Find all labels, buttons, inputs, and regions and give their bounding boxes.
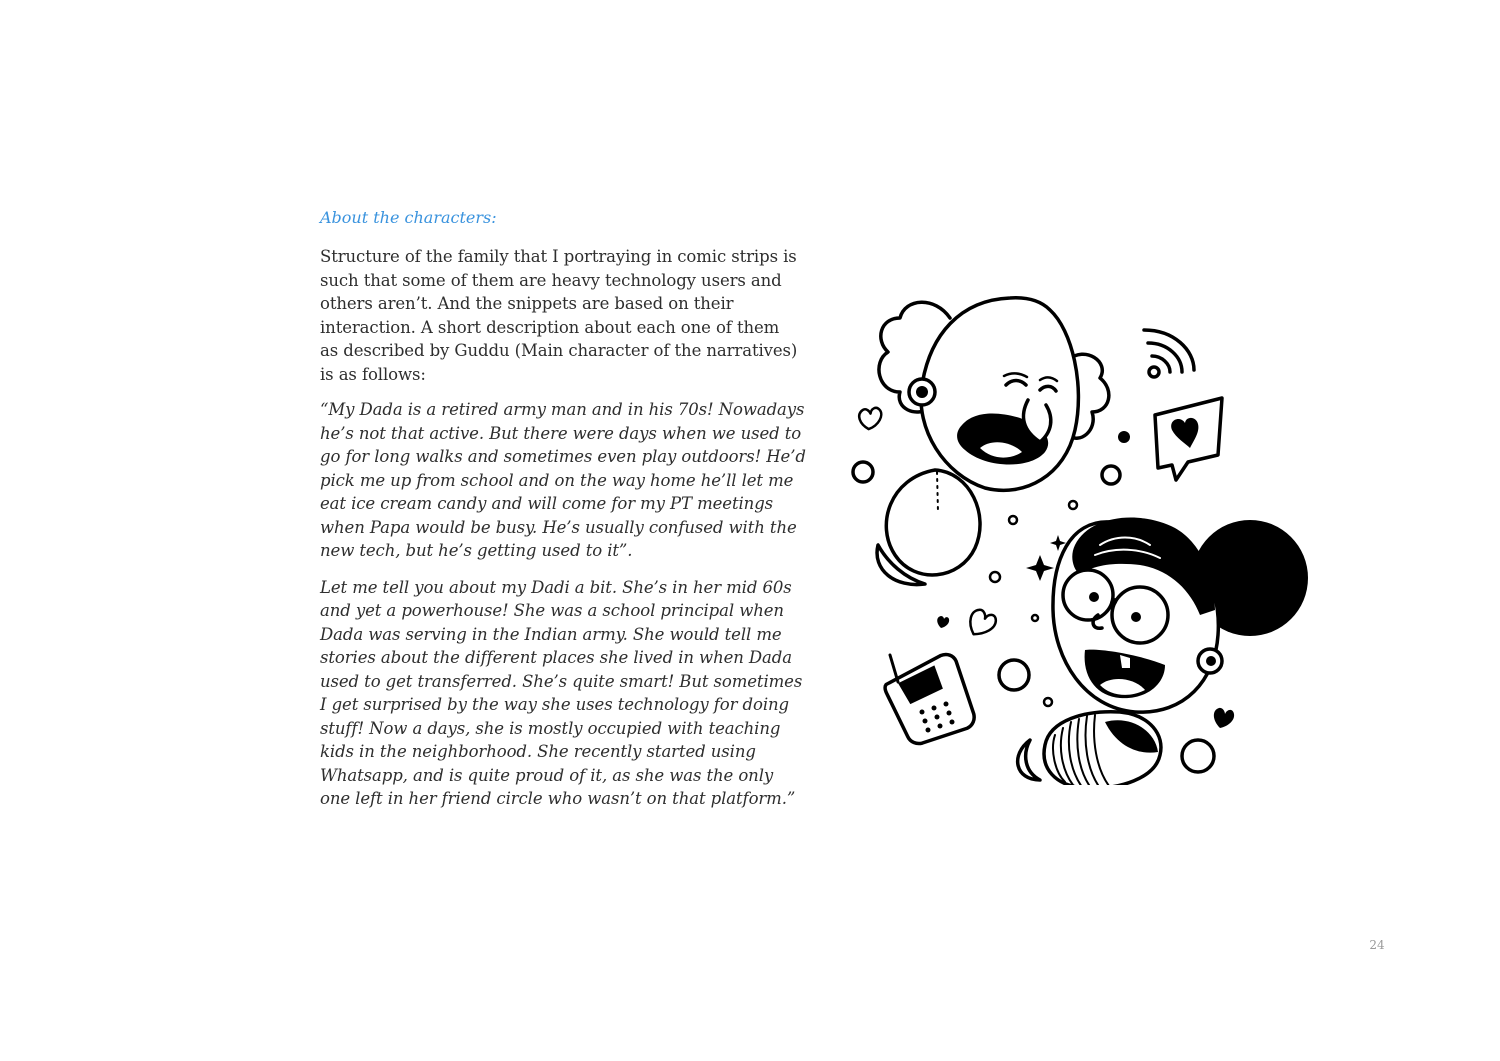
dada-line: when Papa would be busy. He’s usually confused with the <box>320 517 797 537</box>
page-number: 24 <box>1369 938 1385 952</box>
dadi-line: one left in her friend circle who wasn’t on that platform.” <box>320 789 796 808</box>
dadi-line: stories about the different places she lived in when Dada <box>320 648 792 667</box>
dada-line: pick me up from school and on the way home he’ll let me <box>320 470 794 490</box>
dada-line: new tech, but he’s getting used to it”. <box>320 541 633 560</box>
bubble-icon <box>1102 466 1120 484</box>
dadi-line: I get surprised by the way she uses technology for doing <box>320 695 790 714</box>
section-heading: About the characters: <box>320 208 497 227</box>
grandmother-figure <box>1018 518 1308 785</box>
dadi-quote-paragraph <box>320 576 812 811</box>
dadi-line: Whatsapp, and is quite proud of it, as she was the only <box>320 765 774 785</box>
dadi-line: Let me tell you about my Dadi a bit. She’s in her mid 60s <box>320 577 792 597</box>
bubble-icon <box>1118 431 1130 443</box>
heart-icon <box>1214 708 1234 728</box>
grandmother-glasses-bridge <box>1112 600 1116 605</box>
grandmother-glasses-left <box>1063 570 1113 620</box>
dadi-line: stuff! Now a days, she is mostly occupied with teaching <box>320 718 781 738</box>
dada-line: eat ice cream candy and will come for my PT meetings <box>320 494 774 513</box>
bubble-icon <box>990 572 1000 582</box>
dadi-line: used to get transferred. She’s quite smart! But sometimes <box>320 671 803 691</box>
dada-quote-paragraph <box>320 398 812 563</box>
bubble-icon <box>1032 615 1038 621</box>
grandmother-eye-right <box>1131 612 1141 622</box>
wifi-icon <box>1144 330 1194 377</box>
heart-icon <box>857 404 885 431</box>
text-column <box>320 206 812 824</box>
intro-line: Structure of the family that I portraying in comic strips is <box>320 247 797 266</box>
grandfather-torso <box>886 470 980 575</box>
dada-line: he’s not that active. But there were days when we used to <box>320 423 802 443</box>
grandmother-eye-left <box>1089 592 1099 602</box>
bubble-icon <box>1044 698 1052 706</box>
intro-line: such that some of them are heavy technology users and <box>320 270 782 290</box>
intro-line: others aren’t. And the snippets are based on their <box>320 294 734 313</box>
intro-line: as described by Guddu (Main character of the narratives) <box>320 341 798 360</box>
dadi-line: and yet a powerhouse! She was a school principal when <box>320 601 784 620</box>
bubble-icon <box>1182 740 1214 772</box>
bubble-icon <box>1069 501 1077 509</box>
dadi-line: Dada was serving in the Indian army. She would tell me <box>320 624 782 644</box>
mobile-phone-icon <box>882 652 976 746</box>
heart-icon <box>967 608 998 639</box>
dada-line: “My Dada is a retired army man and in his 70s! Nowadays <box>320 400 805 419</box>
grandmother-ear-inner <box>1206 656 1216 666</box>
dada-line: go for long walks and sometimes even play outdoors! He’d <box>320 447 806 466</box>
bubble-icon <box>999 660 1029 690</box>
dadi-line: kids in the neighborhood. She recently started using <box>320 742 756 761</box>
grandmother-shawl <box>1018 740 1040 780</box>
bubble-icon <box>853 462 873 482</box>
heart-icon <box>937 616 949 628</box>
intro-line: interaction. A short description about each one of them <box>320 317 780 337</box>
heart-speech-bubble-icon <box>1155 398 1222 480</box>
grandfather-ear-inner <box>916 386 928 398</box>
intro-paragraph <box>320 245 812 386</box>
bubble-icon <box>1009 516 1017 524</box>
characters-illustration <box>840 285 1320 785</box>
intro-line: is as follows: <box>320 364 426 384</box>
